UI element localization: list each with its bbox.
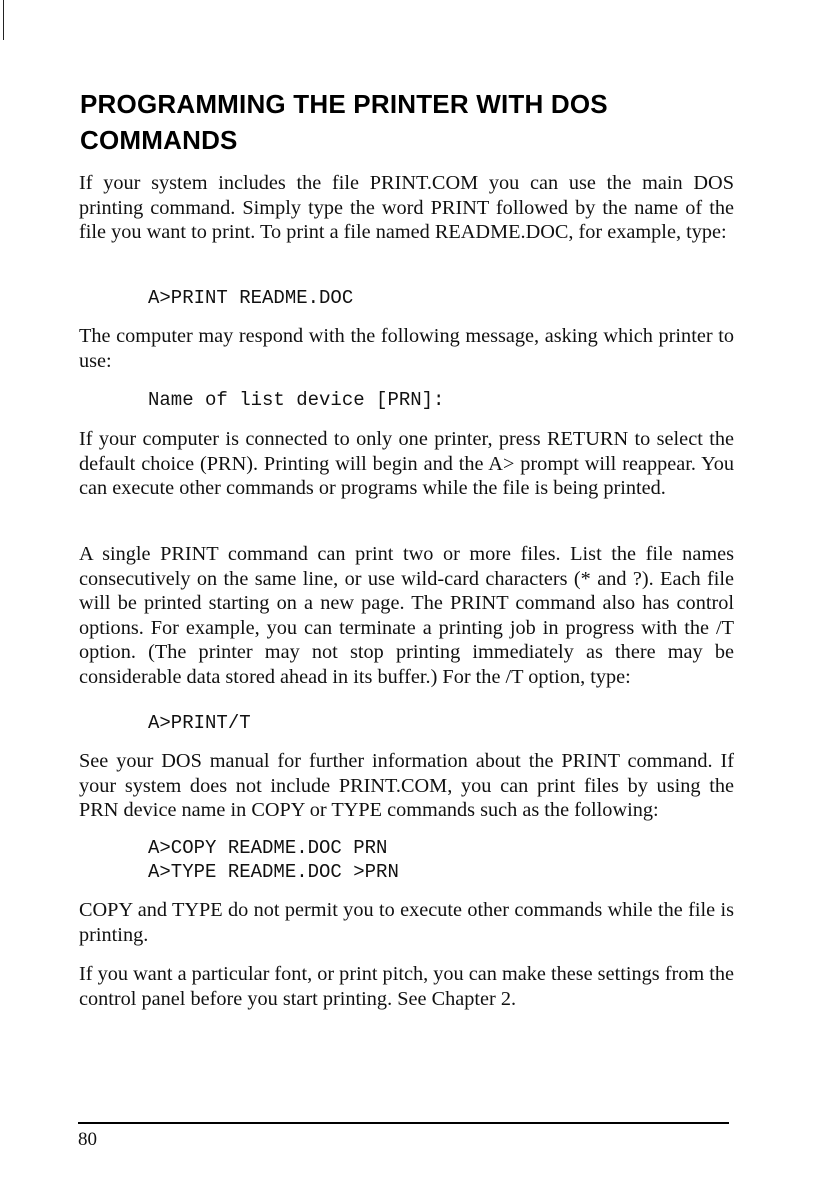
- paragraph-respond: The computer may respond with the following message, asking which printer to use:: [79, 325, 734, 372]
- paragraph-print-command: A single PRINT command can print two or more files. List the file names consecutively on the same line, or use wild-card characters (* and ?). Each file will be printed starting on a new page. The PRINT command also has control options. For example, you can terminate a printing job in progress with the /T option. (The printer may not stop printing immediately as there may be considerable data stored ahead in its buffer.) For the /T option, type:: [79, 543, 734, 688]
- page-number: 80: [78, 1129, 97, 1150]
- page-title-line-1: PROGRAMMING THE PRINTER WITH DOS: [80, 89, 608, 119]
- paragraph-copy-type: COPY and TYPE do not permit you to execute other commands while the file is printing.: [79, 899, 734, 946]
- paragraph-see-dos-manual: See your DOS manual for further information about the PRINT command. If your system does not include PRINT.COM, you can print files by using the PRN device name in COPY or TYPE commands such as the following:: [79, 750, 734, 822]
- code-type-command: A>TYPE README.DOC >PRN: [148, 861, 399, 883]
- code-prompt-message: Name of list device [PRN]:: [148, 389, 445, 411]
- code-copy-command: A>COPY README.DOC PRN: [148, 837, 388, 859]
- page-title: [80, 86, 760, 158]
- code-print-readme: A>PRINT README.DOC: [148, 287, 354, 309]
- paragraph-intro: If your system includes the file PRINT.COM you can use the main DOS printing command. Simply type the word PRINT followed by the name of the file you want to print. To print a file named README.DOC, for example, type:: [79, 172, 734, 244]
- code-print-t: A>PRINT/T: [148, 712, 251, 734]
- scan-edge-mark: [3, 0, 4, 40]
- footer-rule: [78, 1122, 729, 1124]
- paragraph-one-printer: If your computer is connected to only one printer, press RETURN to select the default choice (PRN). Printing will begin and the A> prompt will reappear. You can execute other commands or programs while the file is being printed.: [79, 428, 734, 500]
- paragraph-font-settings: If you want a particular font, or print pitch, you can make these settings from the control panel before you start printing. See Chapter 2.: [79, 963, 735, 1010]
- page-title-line-2: COMMANDS: [80, 125, 238, 155]
